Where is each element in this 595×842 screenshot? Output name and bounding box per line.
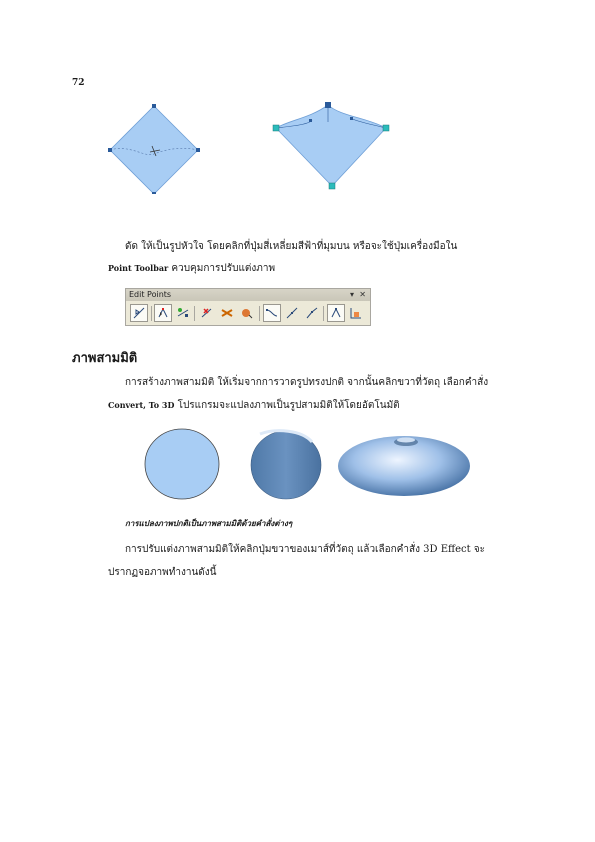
torus-shape: [338, 436, 470, 496]
insert-points-icon[interactable]: [174, 304, 192, 322]
flat-circle-shape: [145, 429, 219, 499]
smooth-transition-icon[interactable]: [263, 304, 281, 322]
close-bezier-icon[interactable]: [327, 304, 345, 322]
convert-to-3d-term: Convert, To 3D: [108, 400, 175, 410]
paragraph1-line2: [108, 264, 275, 274]
toolbar-title: Edit Points: [129, 290, 172, 299]
paragraph2-line2: [108, 401, 400, 411]
paragraph2-line2-rest: โปรแกรมจะแปลงภาพเป็นรูปสามมิติให้โดยอัตโนมัติ: [174, 400, 400, 411]
toolbar-close-icon[interactable]: ✕: [359, 290, 366, 299]
heart-shape: [276, 105, 386, 186]
paragraph2-line1: การสร้างภาพสามมิติ ให้เริ่มจากการวาดรูปทรงปกติ จากนั้นคลิกขวาที่วัตถุ เลือกคำสั่ง: [125, 377, 489, 388]
figure-caption: การแปลงภาพปกติเป็นภาพสามมิติด้วยคำสั่งต่างๆ: [125, 518, 293, 528]
move-points-icon[interactable]: [154, 304, 172, 322]
corner-point-icon[interactable]: [303, 304, 321, 322]
paragraph3-line1: การปรับแต่งภาพสามมิติให้คลิกปุ่มขวาของเมาส์ที่วัตถุ แล้วเลือกคำสั่ง 3D Effect จะ: [125, 544, 486, 555]
paragraph1-line1: ดัด ให้เป็นรูปหัวใจ โดยคลิกที่ปุ่มสี่เหลี่ยมสีฟ้าที่มุมบน หรือจะใช้ปุ่มเครื่องมือใน: [125, 241, 458, 252]
toolbar-titlebar[interactable]: [126, 289, 370, 301]
edit-points-toolbar: [125, 288, 371, 326]
eliminate-points-icon[interactable]: [347, 304, 365, 322]
section-heading: ภาพสามมิติ: [72, 351, 138, 366]
symmetric-transition-icon[interactable]: [283, 304, 301, 322]
page-number: 72: [72, 78, 85, 88]
edit-points-figure: [100, 98, 400, 194]
point-toolbar-term: Point Toolbar: [108, 263, 169, 273]
convert-to-curve-icon[interactable]: [238, 304, 256, 322]
split-curve-icon[interactable]: [218, 304, 236, 322]
conversion-3d-figure: [142, 428, 472, 500]
paragraph3-line2: ปรากฏจอภาพทำงานดังนี้: [108, 567, 217, 578]
delete-points-icon[interactable]: [198, 304, 216, 322]
select-points-icon[interactable]: [130, 304, 148, 322]
paragraph1-line2-rest: ควบคุมการปรับแต่งภาพ: [168, 263, 276, 274]
toolbar-menu-icon[interactable]: ▾: [349, 290, 354, 299]
